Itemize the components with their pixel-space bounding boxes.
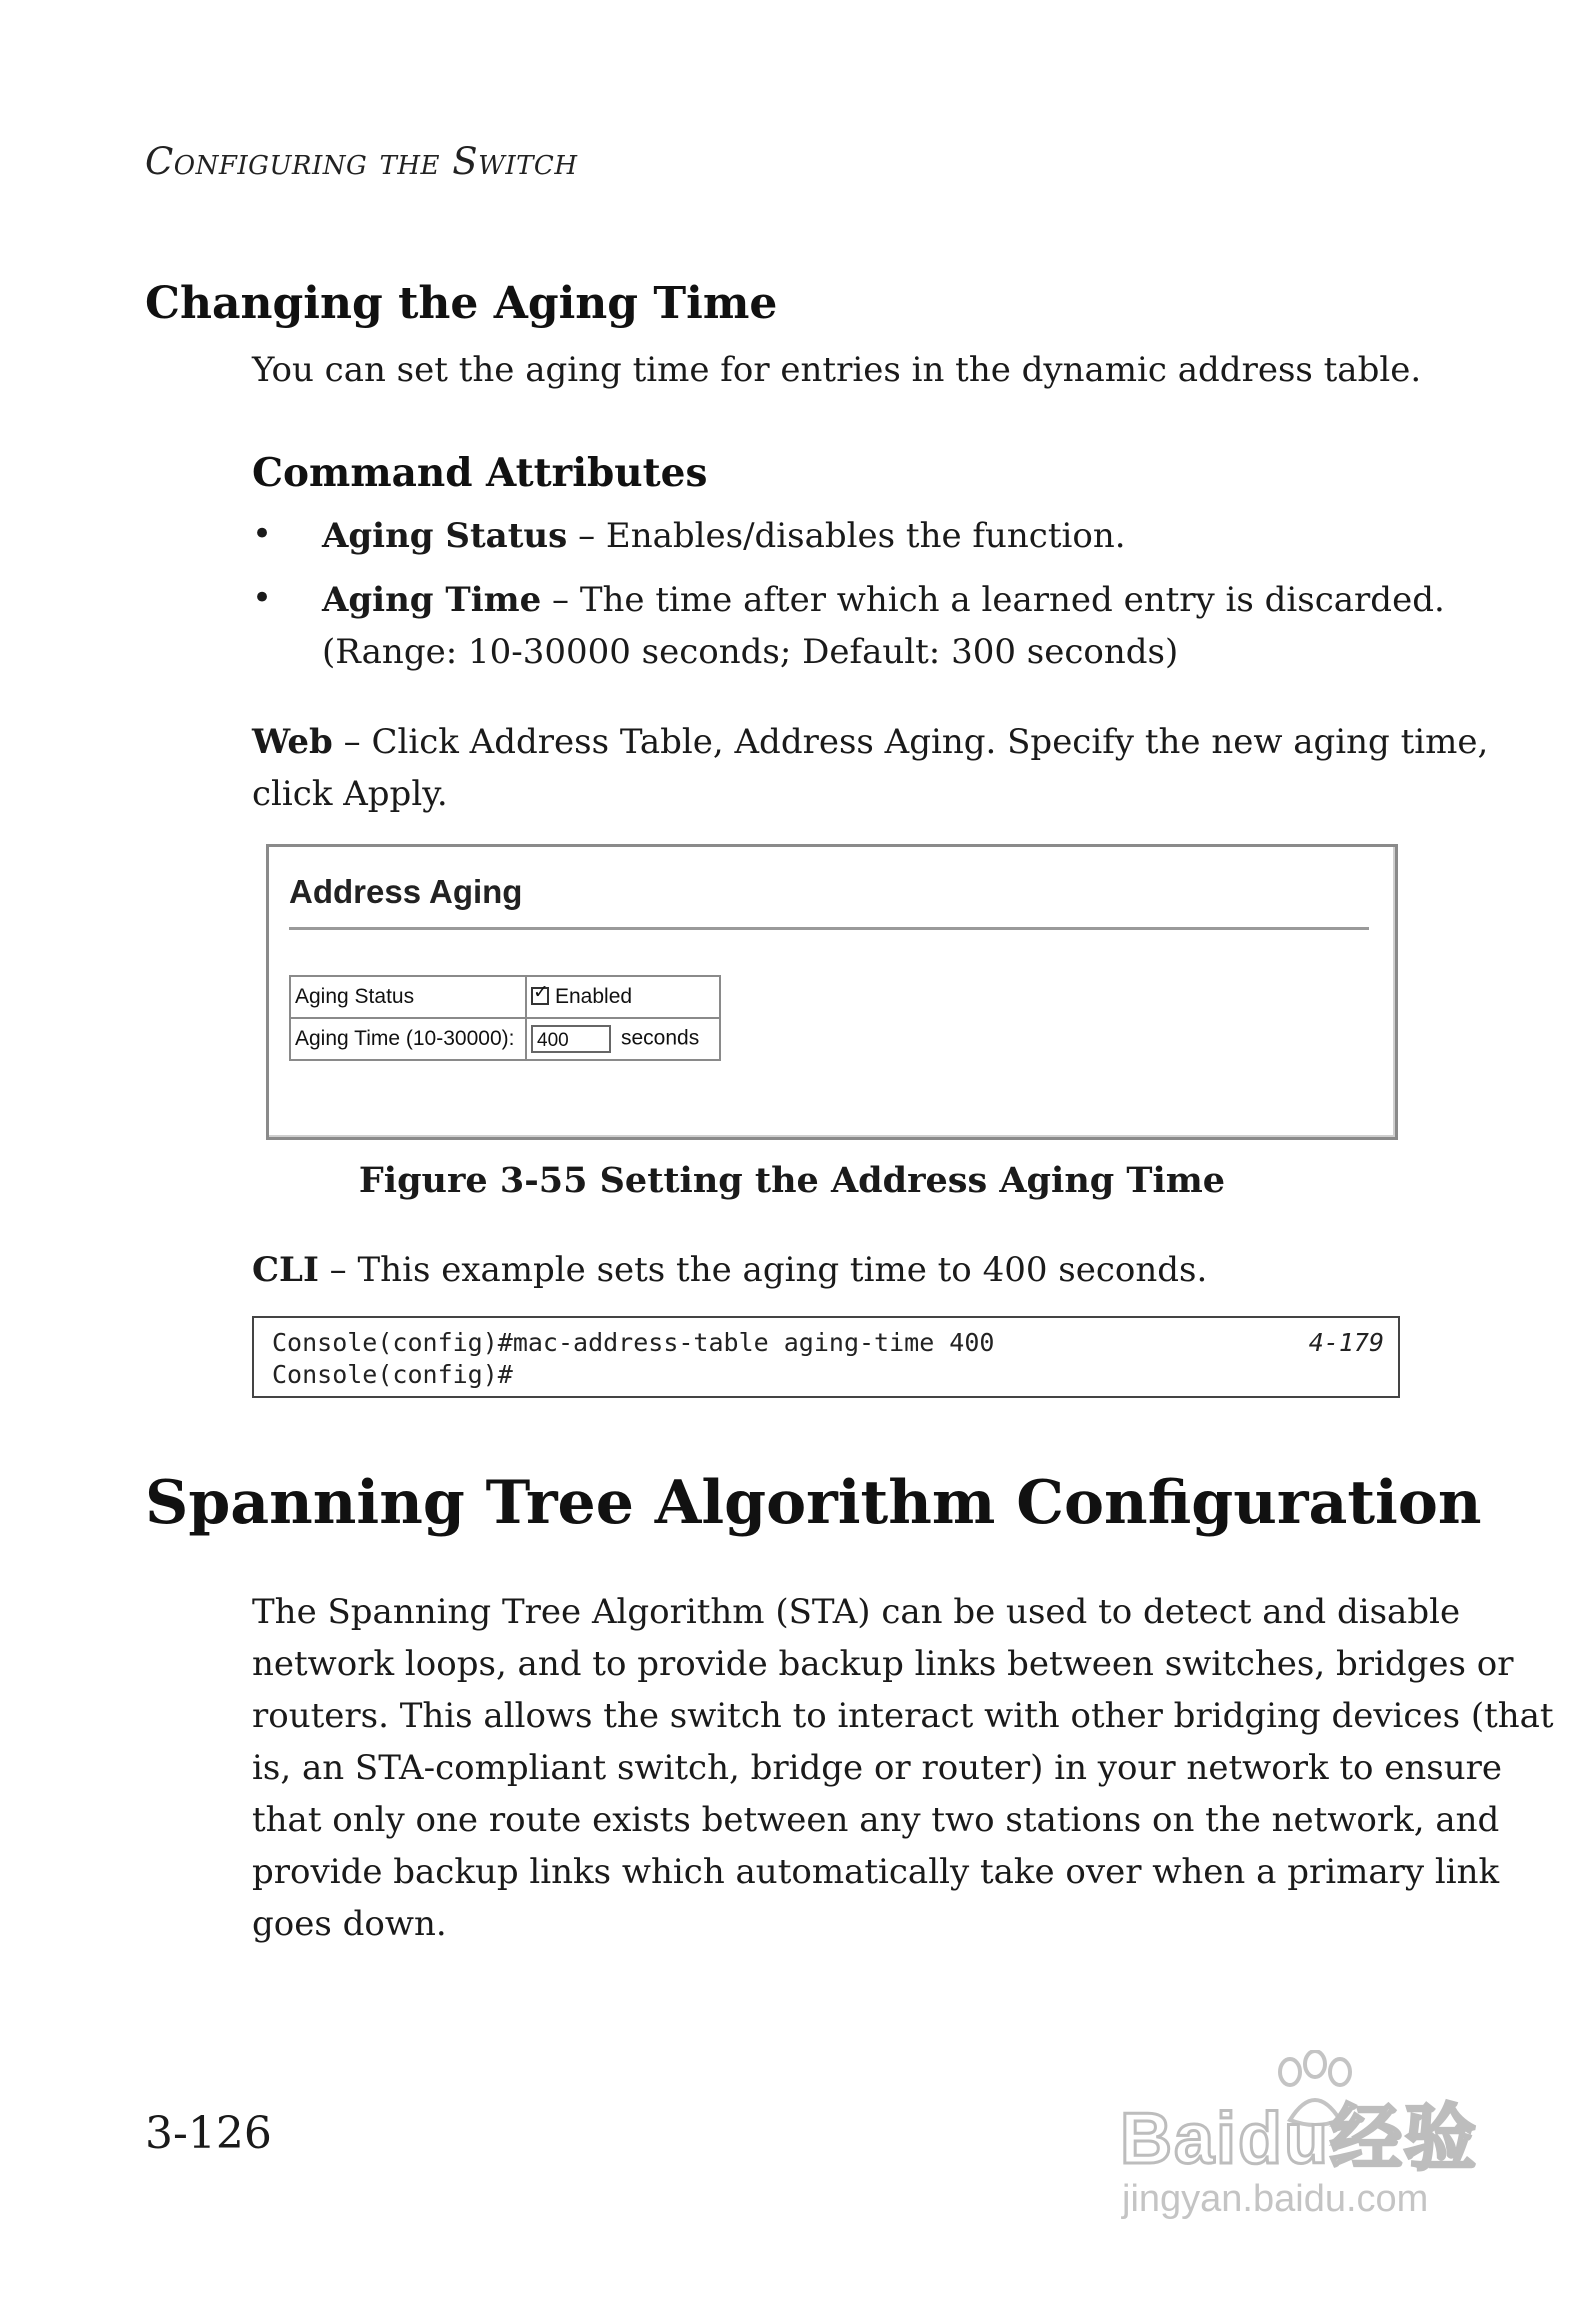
section-heading: Changing the Aging Time	[145, 278, 778, 329]
figure-panel-title: Address Aging	[289, 873, 523, 910]
paragraph-line: The Spanning Tree Algorithm (STA) can be used to detect and disable	[252, 1592, 1461, 1632]
paragraph-line: goes down.	[252, 1904, 447, 1944]
cli-description	[252, 1244, 1207, 1296]
chapter-section-heading: Spanning Tree Algorithm Configuration	[145, 1468, 1482, 1538]
figure-caption: Figure 3-55 Setting the Address Aging Time	[358, 1160, 1226, 1201]
aging-status-cell	[526, 976, 720, 1018]
attribute-aging-time	[322, 574, 1445, 626]
seconds-unit: seconds	[621, 1026, 700, 1050]
attribute-term: Aging Status	[322, 516, 568, 556]
enabled-checkbox[interactable]	[531, 982, 549, 1005]
paragraph-line: that only one route exists between any two stations on the network, and	[252, 1800, 1500, 1840]
bullet-marker: •	[252, 578, 273, 618]
code-line: Console(config)#mac-address-table aging-time 400	[272, 1328, 995, 1357]
paragraph-line: provide backup links which automatically take over when a primary link	[252, 1852, 1500, 1892]
running-head: Configuring the Switch	[145, 140, 578, 183]
check-icon: ✓	[533, 982, 549, 1003]
web-instructions	[252, 716, 1488, 768]
cli-label: CLI	[252, 1250, 319, 1290]
watermark-brand: Baidu经验	[1120, 2099, 1479, 2179]
code-line: Console(config)#	[272, 1360, 513, 1389]
attribute-dash: –	[567, 516, 606, 556]
attribute-range: (Range: 10-30000 seconds; Default: 300 seconds)	[322, 632, 1179, 672]
baidu-watermark	[1110, 2060, 1510, 2240]
attributes-heading: Command Attributes	[252, 450, 708, 496]
cli-code-block	[252, 1316, 1400, 1398]
page-number: 3-126	[145, 2108, 272, 2159]
aging-status-label: Aging Status	[290, 976, 526, 1018]
command-reference: 4-179	[1308, 1328, 1384, 1357]
aging-time-input[interactable]: 400	[531, 1025, 611, 1053]
section-intro: You can set the aging time for entries in the dynamic address table.	[252, 350, 1422, 390]
table-row	[290, 1018, 720, 1060]
aging-settings-table	[289, 975, 721, 1061]
paragraph-line: routers. This allows the switch to interact with other bridging devices (that	[252, 1696, 1554, 1736]
cli-text: – This example sets the aging time to 400 seconds.	[318, 1250, 1208, 1290]
bullet-marker: •	[252, 514, 273, 554]
attribute-desc: Enables/disables the function.	[605, 516, 1126, 556]
attribute-dash: –	[541, 580, 580, 620]
address-aging-screenshot	[266, 844, 1398, 1140]
web-label: Web	[252, 722, 333, 762]
web-text: – Click Address Table, Address Aging. Specify the new aging time,	[332, 722, 1489, 762]
figure-divider	[289, 927, 1369, 930]
attribute-aging-status	[322, 510, 1126, 562]
aging-time-label: Aging Time (10-30000):	[290, 1018, 526, 1060]
enabled-label: Enabled	[555, 985, 633, 1008]
aging-time-cell	[526, 1018, 720, 1060]
paragraph-line: network loops, and to provide backup links between switches, bridges or	[252, 1644, 1514, 1684]
attribute-term: Aging Time	[322, 580, 542, 620]
table-row	[290, 976, 720, 1018]
watermark-url: jingyan.baidu.com	[1122, 2178, 1429, 2220]
attribute-desc: The time after which a learned entry is discarded.	[579, 580, 1445, 620]
web-instructions-cont: click Apply.	[252, 774, 448, 814]
paragraph-line: is, an STA-compliant switch, bridge or router) in your network to ensure	[252, 1748, 1503, 1788]
